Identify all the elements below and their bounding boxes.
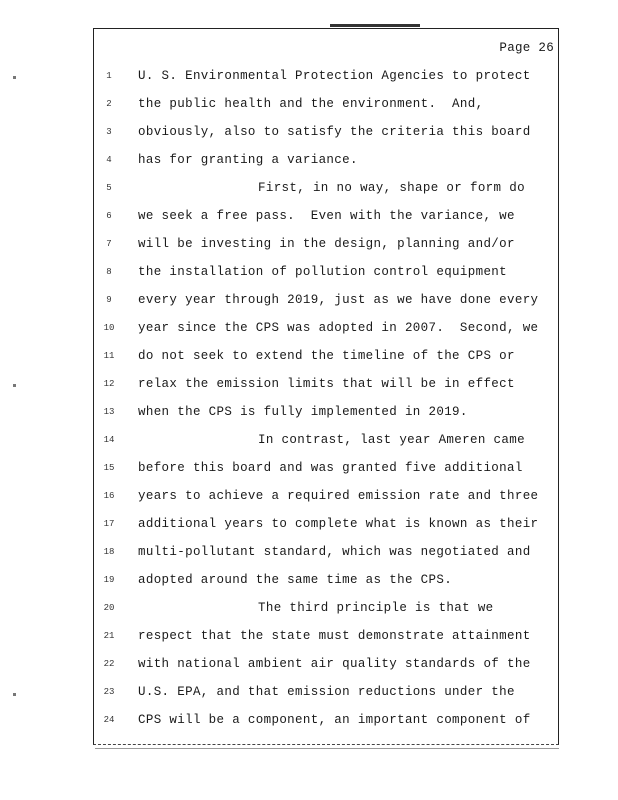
line-number: 6 [106,211,112,221]
line-text: First, in no way, shape or form do [258,181,525,195]
line-text: year since the CPS was adopted in 2007. Second, we [138,321,539,335]
page-number: Page 26 [499,41,554,55]
line-number: 10 [103,323,115,333]
line-number: 7 [106,239,112,249]
transcript-line [96,90,552,118]
line-number: 13 [103,407,115,417]
transcript-line [96,118,552,146]
transcript-line [96,566,552,594]
transcript-line [96,230,552,258]
transcript-line [96,678,552,706]
punch-hole-mark [13,693,16,696]
line-text: the installation of pollution control equipment [138,265,508,279]
scan-artifact-top [330,24,420,27]
line-number: 4 [106,155,112,165]
transcript-line [96,594,552,622]
line-text: additional years to complete what is known as their [138,517,539,531]
line-text: The third principle is that we [258,601,494,615]
line-text: multi-pollutant standard, which was negotiated and [138,545,531,559]
transcript-line [96,370,552,398]
line-number: 2 [106,99,112,109]
line-number: 23 [103,687,115,697]
transcript-line [96,202,552,230]
transcript-line [96,258,552,286]
line-number: 9 [106,295,112,305]
line-number: 3 [106,127,112,137]
line-number: 19 [103,575,115,585]
line-text: relax the emission limits that will be in effect [138,377,515,391]
line-text: has for granting a variance. [138,153,358,167]
transcript-line [96,314,552,342]
line-number: 1 [106,71,112,81]
line-number: 24 [103,715,115,725]
line-text: we seek a free pass. Even with the variance, we [138,209,515,223]
line-number: 14 [103,435,115,445]
transcript-line [96,510,552,538]
line-number: 11 [103,351,115,361]
line-text: will be investing in the design, planning and/or [138,237,515,251]
line-text: every year through 2019, just as we have done every [138,293,539,307]
transcript-line [96,342,552,370]
line-text: before this board and was granted five additional [138,461,523,475]
line-text: with national ambient air quality standards of the [138,657,531,671]
line-number: 12 [103,379,115,389]
transcript-line [96,706,552,734]
line-text: adopted around the same time as the CPS. [138,573,453,587]
line-number: 18 [103,547,115,557]
transcript-line [96,62,552,90]
transcript-line [96,286,552,314]
transcript-line [96,650,552,678]
line-number: 17 [103,519,115,529]
line-number: 8 [106,267,112,277]
transcript-line [96,454,552,482]
line-text: when the CPS is fully implemented in 2019. [138,405,468,419]
line-number: 20 [103,603,115,613]
line-text: years to achieve a required emission rate and three [138,489,539,503]
transcript-line [96,426,552,454]
line-number: 5 [106,183,112,193]
punch-hole-mark [13,76,16,79]
line-text: do not seek to extend the timeline of the CPS or [138,349,515,363]
line-text: CPS will be a component, an important component of [138,713,531,727]
transcript-line [96,398,552,426]
line-text: obviously, also to satisfy the criteria this board [138,125,531,139]
transcript-line [96,146,552,174]
line-number: 16 [103,491,115,501]
line-text: respect that the state must demonstrate attainment [138,629,531,643]
punch-hole-mark [13,384,16,387]
scan-artifact-bottom [95,748,559,749]
line-text: U.S. EPA, and that emission reductions under the [138,685,515,699]
transcript-body [96,62,552,734]
transcript-line [96,538,552,566]
line-text: the public health and the environment. And, [138,97,484,111]
line-number: 15 [103,463,115,473]
transcript-line [96,174,552,202]
line-number: 22 [103,659,115,669]
transcript-line [96,622,552,650]
line-text: U. S. Environmental Protection Agencies to protect [138,69,531,83]
transcript-line [96,482,552,510]
line-text: In contrast, last year Ameren came [258,433,525,447]
line-number: 21 [103,631,115,641]
